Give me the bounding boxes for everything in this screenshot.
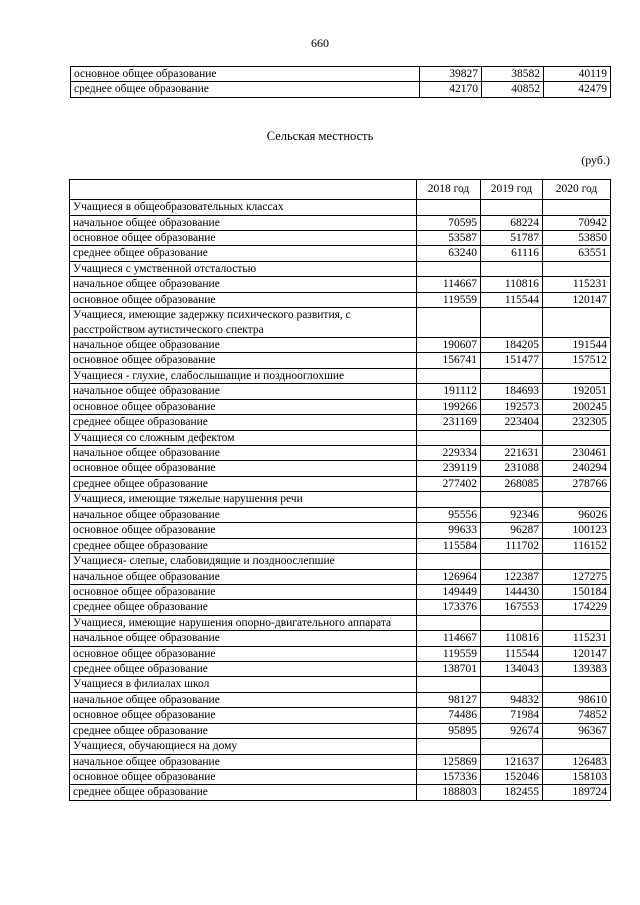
table-row [70,754,611,769]
group-row [70,492,611,508]
table-row [70,476,611,491]
value-2020: 232305 [543,415,611,430]
value-2018: 53587 [417,230,481,245]
value-2020: 120147 [543,646,611,661]
value-2020: 278766 [543,476,611,491]
value-2019: 115544 [481,292,543,307]
value-2020: 191544 [543,338,611,353]
value-2019: 110816 [481,277,543,292]
value-2020: 157512 [543,353,611,368]
value-2018: 119559 [417,646,481,661]
value-2019: 61116 [481,246,543,261]
table-row [70,662,611,677]
empty-cell [481,200,543,216]
group-title: Учащиеся- слепые, слабовидящие и поздноослепшие [70,554,417,570]
value-2018: 138701 [417,662,481,677]
empty-cell [481,739,543,755]
value-2020: 120147 [543,292,611,307]
section-title: Сельская местность [266,129,374,143]
value-2019: 38582 [482,67,544,82]
empty-cell [543,739,611,755]
table-row [70,523,611,538]
value-2018: 114667 [417,277,481,292]
empty-cell [543,261,611,277]
value-2020: 53850 [543,230,611,245]
value-2019: 71984 [481,708,543,723]
group-row [70,368,611,384]
value-2019: 111702 [481,538,543,553]
value-2018: 95895 [417,723,481,738]
value-2020: 63551 [543,246,611,261]
value-2020: 230461 [543,446,611,461]
value-2020: 192051 [543,384,611,399]
value-2019: 51787 [481,230,543,245]
row-label: основное общее образование [70,292,417,307]
row-label: основное общее образование [70,461,417,476]
group-row [70,615,611,631]
value-2020: 70942 [543,215,611,230]
row-label: начальное общее образование [70,384,417,399]
table-row [70,631,611,646]
value-2018: 42170 [420,82,482,97]
value-2018: 173376 [417,600,481,615]
table-row [71,82,611,97]
value-2020: 115231 [543,277,611,292]
value-2020: 158103 [543,770,611,785]
table-row [70,785,611,800]
value-2019: 68224 [481,215,543,230]
empty-cell [417,200,481,216]
value-2019: 268085 [481,476,543,491]
header-2018: 2018 год [417,180,481,200]
empty-cell [543,677,611,693]
table-header-row [70,180,611,200]
value-2019: 144430 [481,584,543,599]
table-row [70,461,611,476]
table-row [70,292,611,307]
value-2019: 92346 [481,507,543,522]
value-2018: 190607 [417,338,481,353]
value-2020: 40119 [544,67,611,82]
table-row [71,67,611,82]
row-label: среднее общее образование [70,476,417,491]
value-2018: 39827 [420,67,482,82]
value-2019: 182455 [481,785,543,800]
row-label: начальное общее образование [70,569,417,584]
value-2020: 96367 [543,723,611,738]
table-row [70,692,611,707]
table-row [70,569,611,584]
value-2019: 221631 [481,446,543,461]
empty-cell [481,430,543,446]
value-2019: 94832 [481,692,543,707]
row-label: начальное общее образование [70,446,417,461]
table-row [70,507,611,522]
value-2020: 200245 [543,399,611,414]
empty-cell [543,492,611,508]
value-2018: 239119 [417,461,481,476]
value-2018: 115584 [417,538,481,553]
value-2020: 98610 [543,692,611,707]
row-label: среднее общее образование [70,785,417,800]
empty-cell [481,308,543,338]
value-2020: 189724 [543,785,611,800]
value-2018: 156741 [417,353,481,368]
value-2019: 184693 [481,384,543,399]
table-row [70,584,611,599]
row-label: основное общее образование [70,584,417,599]
value-2019: 96287 [481,523,543,538]
value-2019: 121637 [481,754,543,769]
row-label: среднее общее образование [70,662,417,677]
group-row [70,677,611,693]
row-label: основное общее образование [70,230,417,245]
table-row [70,230,611,245]
row-label: основное общее образование [70,523,417,538]
table-row [70,723,611,738]
table-row [70,708,611,723]
group-title: Учащиеся, имеющие тяжелые нарушения речи [70,492,417,508]
value-2018: 99633 [417,523,481,538]
table-row [70,384,611,399]
value-2018: 229334 [417,446,481,461]
group-title: Учащиеся, имеющие нарушения опорно-двигательного аппарата [70,615,417,631]
value-2018: 126964 [417,569,481,584]
value-2018: 74486 [417,708,481,723]
row-label: начальное общее образование [70,215,417,230]
row-label: начальное общее образование [70,631,417,646]
empty-cell [481,554,543,570]
table-row [70,215,611,230]
group-row [70,554,611,570]
value-2020: 116152 [543,538,611,553]
value-2018: 119559 [417,292,481,307]
table-row [70,246,611,261]
table-row [70,446,611,461]
value-2018: 157336 [417,770,481,785]
value-2018: 149449 [417,584,481,599]
row-label: среднее общее образование [70,723,417,738]
header-label [70,180,417,200]
table-row [70,338,611,353]
group-title: Учащиеся в общеобразовательных классах [70,200,417,216]
empty-cell [543,308,611,338]
cost-table [69,179,611,801]
empty-cell [417,261,481,277]
value-2019: 92674 [481,723,543,738]
value-2020: 240294 [543,461,611,476]
row-label: начальное общее образование [70,754,417,769]
empty-cell [543,200,611,216]
value-2019: 223404 [481,415,543,430]
row-label: среднее общее образование [70,600,417,615]
value-2018: 95556 [417,507,481,522]
empty-cell [417,739,481,755]
value-2019: 151477 [481,353,543,368]
page-number: 660 [311,36,329,50]
row-label: начальное общее образование [70,338,417,353]
group-title: Учащиеся, имеющие задержку психического развития, с расстройством аутистического спектра [70,308,417,338]
value-2018: 199266 [417,399,481,414]
value-2019: 134043 [481,662,543,677]
value-2018: 98127 [417,692,481,707]
empty-cell [543,368,611,384]
empty-cell [417,368,481,384]
value-2020: 139383 [543,662,611,677]
group-row [70,200,611,216]
table-row [70,415,611,430]
row-label: начальное общее образование [70,507,417,522]
empty-cell [417,554,481,570]
row-label: среднее общее образование [70,415,417,430]
empty-cell [481,261,543,277]
group-row [70,308,611,338]
value-2020: 96026 [543,507,611,522]
table-row [70,770,611,785]
row-label: среднее общее образование [71,82,420,97]
value-2019: 184205 [481,338,543,353]
unit-label: (руб.) [581,153,610,167]
row-label: основное общее образование [71,67,420,82]
value-2018: 114667 [417,631,481,646]
row-label: основное общее образование [70,399,417,414]
empty-cell [481,615,543,631]
empty-cell [543,615,611,631]
empty-cell [543,554,611,570]
value-2019: 231088 [481,461,543,476]
group-title: Учащиеся с умственной отсталостью [70,261,417,277]
table-row [70,277,611,292]
group-title: Учащиеся со сложным дефектом [70,430,417,446]
row-label: основное общее образование [70,353,417,368]
value-2020: 150184 [543,584,611,599]
empty-cell [417,677,481,693]
value-2019: 110816 [481,631,543,646]
value-2020: 74852 [543,708,611,723]
value-2020: 100123 [543,523,611,538]
value-2020: 174229 [543,600,611,615]
value-2020: 127275 [543,569,611,584]
group-row [70,261,611,277]
table-row [70,353,611,368]
value-2019: 167553 [481,600,543,615]
table-row [70,646,611,661]
row-label: среднее общее образование [70,538,417,553]
group-title: Учащиеся - глухие, слабослышащие и позднооглохшие [70,368,417,384]
continuation-table [70,66,611,98]
table-row [70,600,611,615]
table-row [70,538,611,553]
header-2020: 2020 год [543,180,611,200]
value-2019: 115544 [481,646,543,661]
empty-cell [481,492,543,508]
empty-cell [417,308,481,338]
value-2018: 70595 [417,215,481,230]
header-2019: 2019 год [481,180,543,200]
row-label: основное общее образование [70,770,417,785]
table-row [70,399,611,414]
row-label: начальное общее образование [70,692,417,707]
value-2019: 192573 [481,399,543,414]
value-2018: 63240 [417,246,481,261]
group-title: Учащиеся в филиалах школ [70,677,417,693]
value-2020: 42479 [544,82,611,97]
empty-cell [417,615,481,631]
empty-cell [417,492,481,508]
value-2020: 126483 [543,754,611,769]
value-2018: 191112 [417,384,481,399]
empty-cell [417,430,481,446]
empty-cell [481,368,543,384]
group-row [70,430,611,446]
value-2018: 125869 [417,754,481,769]
row-label: среднее общее образование [70,246,417,261]
value-2019: 152046 [481,770,543,785]
empty-cell [481,677,543,693]
value-2019: 40852 [482,82,544,97]
value-2018: 231169 [417,415,481,430]
value-2018: 277402 [417,476,481,491]
row-label: начальное общее образование [70,277,417,292]
group-title: Учащиеся, обучающиеся на дому [70,739,417,755]
value-2020: 115231 [543,631,611,646]
value-2019: 122387 [481,569,543,584]
value-2018: 188803 [417,785,481,800]
row-label: основное общее образование [70,646,417,661]
group-row [70,739,611,755]
empty-cell [543,430,611,446]
row-label: основное общее образование [70,708,417,723]
